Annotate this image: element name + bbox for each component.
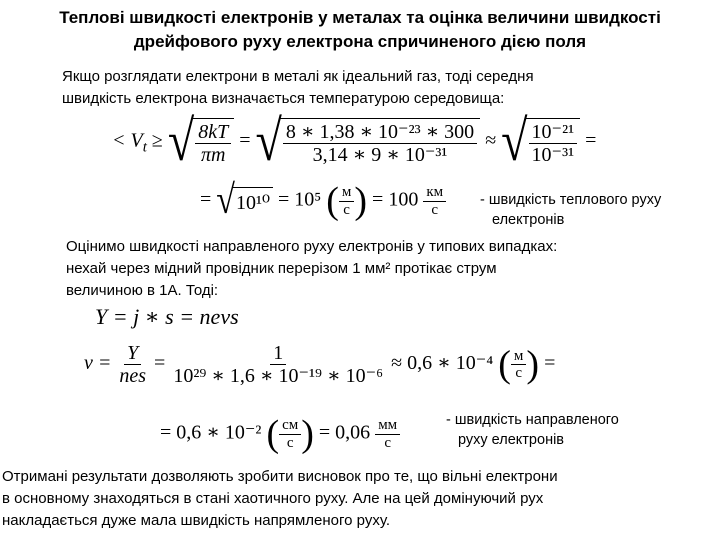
estimate-line-1: Оцінимо швидкості направленого руху електронів у типових випадках:	[66, 238, 558, 255]
intro-paragraph	[62, 66, 534, 110]
note-1-line-2: електронів	[492, 212, 565, 228]
drift-velocity-symbol: v =	[84, 352, 112, 375]
unit-m-numerator: м	[339, 184, 355, 202]
intro-line-1: Якщо розглядати електрони в металі як ідеальний газ, тоді середня	[62, 68, 534, 85]
conclusion-paragraph	[2, 466, 558, 532]
approx-sign: ≈	[485, 129, 497, 152]
unit-cm-denominator: с	[286, 434, 294, 451]
title-line-2: дрейфового руху електрона спричиненого дією поля	[133, 32, 587, 51]
fraction-2-numerator: 8 ∗ 1,38 ∗ 10⁻²³ ∗ 300	[283, 121, 477, 144]
title-line-1: Теплові швидкості електронів у металах та оцінка величини швидкості	[59, 8, 661, 27]
unit-km-numerator: км	[423, 184, 446, 202]
thermal-velocity-result: = √ 10¹⁰ = 10⁵ ( $\frac{м}{с}$ ) = 100 $\frac{км}{с}$	[200, 182, 446, 220]
drift-velocity-result: = 0,6 ∗ 10⁻² ( $\frac{см}{с}$ ) = 0,06 $\frac{мм}{с}$	[160, 415, 400, 453]
velocity-subscript: t	[142, 139, 147, 156]
fraction-y-denominator: nes	[119, 365, 147, 387]
page-title	[0, 6, 720, 54]
unit-mm-denominator: с	[384, 434, 392, 451]
estimate-paragraph	[66, 236, 557, 302]
unit-km-denominator: с	[431, 201, 439, 218]
unit-mm-numerator: мм	[375, 417, 400, 435]
drift-velocity-formula: v = $\frac{Y}{\text{nes}}$ = $\frac{1}{\text{10²⁹ ∗ 1,6 ∗ 10⁻¹⁹ ∗ 10⁻⁶}}$ ≈ 0,6 ∗ 10⁻⁴ ( $\frac{м}{с}$ ) =	[84, 342, 556, 387]
fraction-value-denominator: 10²⁹ ∗ 1,6 ∗ 10⁻¹⁹ ∗ 10⁻⁶	[173, 365, 384, 387]
drift-velocity-note	[446, 410, 619, 450]
thermal-velocity-note	[480, 190, 661, 230]
fraction-3-denominator: 10⁻³¹	[531, 144, 575, 166]
geq-sign: ≥	[151, 129, 163, 152]
equals-sign: =	[239, 129, 251, 152]
sqrt-fraction-2: √ $\frac{\text{8 ∗ 1,38 ∗ 10⁻²³ ∗ 300}}{\text{3,14 ∗ 9 ∗ 10⁻³¹}}$	[256, 118, 481, 166]
unit-m-denominator: с	[343, 201, 350, 218]
velocity-symbol: < V	[112, 129, 143, 152]
unit-m-numerator: м	[511, 348, 527, 366]
fraction-value-numerator: 1	[270, 342, 286, 365]
note-2-line-1: - швидкість направленого	[446, 412, 619, 428]
equals-sign-end: =	[544, 352, 556, 375]
intro-line-2: швидкість електрона визначається температурою середовища:	[62, 90, 505, 107]
approx-result: ≈ 0,6 ∗ 10⁻⁴	[391, 352, 494, 375]
sqrt-fraction-3: √ $\frac{\text{10⁻²¹}}{\text{10⁻³¹}}$	[501, 118, 580, 166]
conclusion-line-3: накладається дуже мала швидкість напрямленого руху.	[2, 512, 391, 529]
result-cm: = 0,6 ∗ 10⁻²	[160, 421, 262, 444]
sqrt-fraction-1: √ $\frac{8kT}{\pi m}$	[168, 118, 234, 166]
result-mm: = 0,06	[318, 421, 371, 444]
thermal-velocity-formula	[112, 109, 597, 174]
current-formula: Y = j ∗ s = nevs	[95, 304, 239, 329]
unit-m-denominator: с	[515, 365, 522, 381]
result-100: = 100	[372, 188, 419, 211]
estimate-line-2: нехай через мідний провідник перерізом 1 мм² протікає струм	[66, 260, 497, 277]
equals-sign-end: =	[585, 129, 597, 152]
note-1-line-1: - швидкість теплового руху	[480, 192, 662, 208]
sqrt-power: √ 10¹⁰	[216, 184, 273, 218]
conclusion-line-1: Отримані результати дозволяють зробити висновок про те, що вільні електрони	[2, 468, 558, 485]
fraction-3-numerator: 10⁻²¹	[529, 121, 578, 144]
equals-sign: =	[154, 352, 166, 375]
fraction-2-denominator: 3,14 ∗ 9 ∗ 10⁻³¹	[312, 144, 448, 166]
fraction-y-numerator: Y	[124, 342, 141, 365]
equals-sign: =	[200, 188, 212, 211]
note-2-line-2: руху електронів	[458, 432, 564, 448]
estimate-line-3: величиною в 1А. Тоді:	[66, 282, 219, 299]
fraction-1-numerator: 8kT	[195, 121, 231, 144]
sqrt-body: 10¹⁰	[233, 187, 273, 215]
unit-cm-numerator: см	[279, 417, 301, 435]
result-power: = 10⁵	[277, 188, 322, 211]
conclusion-line-2: в основному знаходяться в стані хаотичного руху. Але на цей домінуючий рух	[2, 490, 544, 507]
fraction-1-denominator: πm	[200, 144, 226, 166]
